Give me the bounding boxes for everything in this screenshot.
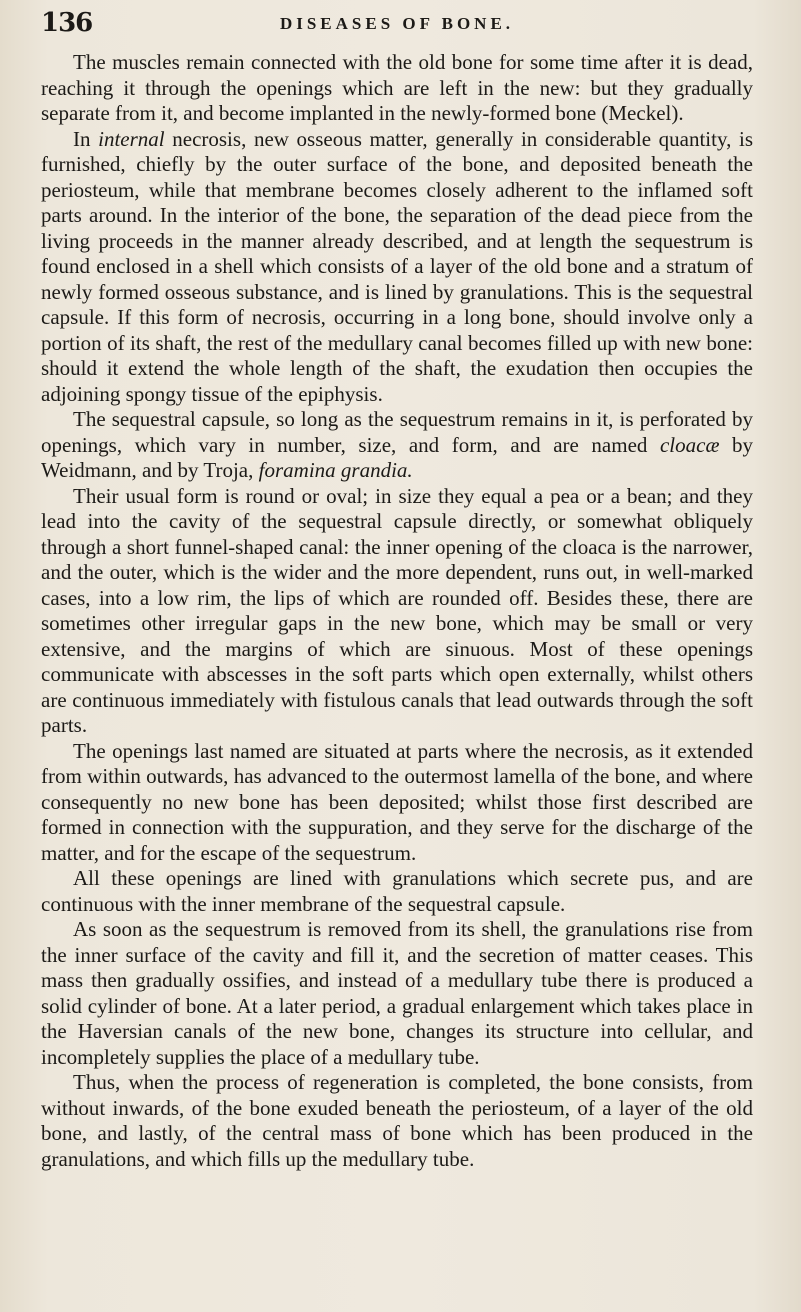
page-header bbox=[41, 8, 753, 48]
italic-term: cloacæ bbox=[659, 432, 720, 457]
paragraph bbox=[41, 484, 753, 739]
body-text bbox=[41, 50, 753, 1172]
paragraph bbox=[41, 739, 753, 867]
text-run: In bbox=[73, 126, 99, 151]
text-run: The openings last named are situated at parts where the necrosis, as it extended from within outwards, has advanced to the outermost lamella of the bone, and where consequently no new bone has been deposited; whilst those first described are formed in connection with the suppuration, and they serve for the discharge of the matter, and for the escape of the sequestrum. bbox=[41, 738, 753, 865]
paragraph bbox=[41, 866, 753, 917]
paragraph bbox=[41, 407, 753, 484]
text-run: The muscles remain connected with the old bone for some time after it is dead, reaching it through the openings which are left in the new: but they gradually separate from it, and become implanted in the newly-formed bone (Meckel). bbox=[41, 50, 753, 125]
text-run: by Weidmann, and by Troja, bbox=[41, 432, 754, 482]
italic-term: internal bbox=[98, 126, 165, 151]
paragraph bbox=[41, 1070, 753, 1172]
paragraph bbox=[41, 50, 753, 127]
text-run: necrosis, new osseous matter, generally in considerable quantity, is furnished, chiefly by the outer surface of the bone, and deposited beneath the periosteum, while that membrane becomes closely adherent to the inflamed soft parts around. In the interior of the bone, the separation of the dead piece from the living proceeds in the manner already described, and at length the sequestrum is found enclosed in a shell which consists of a layer of the old bone and a stratum of newly formed osseous substance, and is lined by granulations. This is the sequestral capsule. If this form of necrosis, occurring in a long bone, should involve only a portion of its shaft, the rest of the medullary canal becomes filled up with new bone: should it extend the whole length of the shaft, the exudation then occupies the adjoining spongy tissue of the epiphysis. bbox=[41, 126, 753, 406]
paragraph bbox=[41, 917, 753, 1070]
running-head: DISEASES OF BONE. bbox=[279, 14, 515, 33]
text-run: As soon as the sequestrum is removed from its shell, the granulations rise from the inner surface of the cavity and fill it, and the secretion of matter ceases. This mass then gradually ossifies, and instead of a medullary tube there is produced a solid cylinder of bone. At a later period, a gradual enlargement which takes place in the Haversian canals of the new bone, changes its structure into cellular, and incompletely supplies the place of a medullary tube. bbox=[41, 917, 753, 1069]
italic-term: foramina grandia. bbox=[258, 458, 413, 482]
paragraph bbox=[41, 127, 753, 408]
page-number: 136 bbox=[41, 8, 93, 38]
text-run: All these openings are lined with granulations which secrete pus, and are continuous with the inner membrane of the sequestral capsule. bbox=[41, 866, 753, 916]
text-run: The sequestral capsule, so long as the sequestrum remains in it, is perforated by openings, which vary in number, size, and form, and are named bbox=[41, 407, 753, 457]
text-run: Thus, when the process of regeneration is completed, the bone consists, from without inwards, of the bone exuded beneath the periosteum, of a layer of the old bone, and lastly, of the central mass of bone which has been produced in the granulations, and which fills up the medullary tube. bbox=[41, 1070, 753, 1171]
text-run: Their usual form is round or oval; in size they equal a pea or a bean; and they lead into the cavity of the sequestral capsule directly, or somewhat obliquely through a short funnel-shaped canal: the inner opening of the cloaca is the narrower, and the outer, which is the wider and the more dependent, runs out, in well-marked cases, into a low rim, the lips of which are rounded off. Besides these, there are sometimes other irregular gaps in the new bone, which may be small or very extensive, and the margins of which are sinuous. Most of these openings communicate with abscesses in the soft parts which open externally, whilst others are continuous immediately with fistulous canals that lead outwards through the soft parts. bbox=[41, 483, 753, 737]
